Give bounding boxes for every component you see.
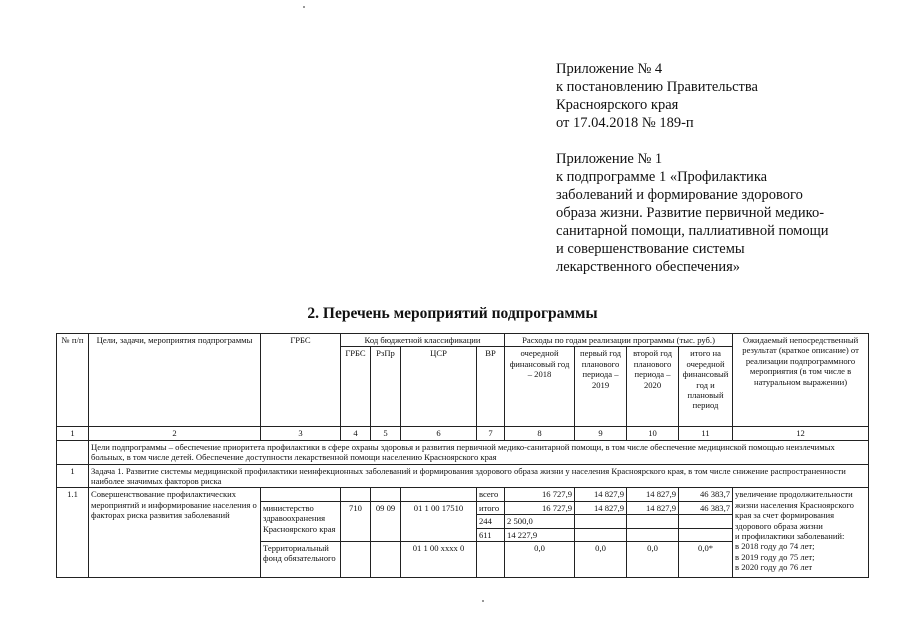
col-number: 2 [89, 427, 261, 440]
item-csr: 01 1 00 17510 [401, 501, 477, 541]
fund-csr: 01 1 00 xxxx 0 [401, 542, 477, 578]
task-num: 1 [57, 464, 89, 488]
item-2020 [627, 528, 679, 541]
scan-speck [482, 600, 484, 602]
item-2018: 16 727,9 [505, 488, 575, 501]
col-number: 11 [679, 427, 733, 440]
result-line: в 2020 году до 76 лет [735, 562, 813, 573]
column-numbers-row [57, 427, 869, 440]
item-vr: всего [477, 488, 505, 501]
result-line: в 2018 году до 74 лет; [735, 541, 815, 552]
goal-num-cell [57, 440, 89, 464]
col-number: 1 [57, 427, 89, 440]
header-sub-2020: второй год планового периода – 2020 [627, 347, 679, 427]
item-2020: 14 827,9 [627, 488, 679, 501]
fund-rzpr-empty [371, 542, 401, 578]
item-2018: 14 227,9 [505, 528, 575, 541]
header-sub-total: итого на очередной финансовый год и плановый период [679, 347, 733, 427]
appendix-1-line: лекарственного обеспечения» [556, 259, 741, 275]
section-heading: 2. Перечень мероприятий подпрограммы [307, 305, 598, 322]
fund-2018: 0,0 [505, 542, 575, 578]
item-row [57, 488, 869, 501]
task-row [57, 464, 869, 488]
header-sub-2018: очередной финансовый год – 2018 [505, 347, 575, 427]
item-csr-empty [401, 488, 477, 501]
fund-grbs-empty [341, 542, 371, 578]
appendix-1-title: Приложение № 1 [556, 151, 663, 167]
item-total: 46 383,7 [679, 488, 733, 501]
result-line: в 2019 году до 75 лет; [735, 551, 815, 562]
item-grbs-name: министерство здравоохранения Красноярского края [261, 501, 341, 541]
item-total [679, 515, 733, 528]
item-2020: 14 827,9 [627, 501, 679, 514]
item-total: 46 383,7 [679, 501, 733, 514]
col-number: 5 [371, 427, 401, 440]
header-result: Ожидаемый непосредственный результат (краткое описание) от реализации подпрограммного мероприятия (в том числе в натуральном выражении) [733, 334, 869, 427]
item-2019: 14 827,9 [575, 488, 627, 501]
col-number: 10 [627, 427, 679, 440]
fund-total: 0,0* [679, 542, 733, 578]
appendix-4-title: Приложение № 4 [556, 61, 663, 77]
result-line: увеличение продолжительности [735, 489, 853, 500]
item-name: Совершенствование профилактических мероприятий и информирование населения о факторах риска развития заболеваний [89, 488, 261, 578]
appendix-4-line: Красноярского края [556, 97, 679, 113]
appendix-1-line: к подпрограмме 1 «Профилактика [556, 169, 768, 185]
col-number: 7 [477, 427, 505, 440]
item-grbs-code: 710 [341, 501, 371, 541]
item-2018: 2 500,0 [505, 515, 575, 528]
header-sub-grbs: ГРБС [341, 347, 371, 427]
header-sub-rzpr: РзПр [371, 347, 401, 427]
item-rzpr: 09 09 [371, 501, 401, 541]
result-line: и профилактики заболеваний: [735, 531, 845, 542]
item-vr: итого [477, 501, 505, 514]
item-vr: 611 [477, 528, 505, 541]
item-num: 1.1 [57, 488, 89, 578]
item-total [679, 528, 733, 541]
item-result [733, 488, 869, 578]
item-2019 [575, 528, 627, 541]
item-2018: 16 727,9 [505, 501, 575, 514]
appendix-4-date: от 17.04.2018 № 189-п [556, 115, 694, 131]
appendix-4-block [556, 60, 886, 276]
item-grbs-name-top [261, 488, 341, 501]
item-vr: 244 [477, 515, 505, 528]
result-line: здорового образа жизни [735, 520, 823, 531]
goal-text: Цели подпрограммы – обеспечение приоритета профилактики в сфере охраны здоровья и развития первичной медико-санитарной помощи, в том числе обеспечение медицинской помощью неизлечимых больных, в том числе детей. Обеспечение доступности лекарственной помощи населению Красноярского края [89, 440, 869, 464]
col-number: 4 [341, 427, 371, 440]
header-goals: Цели, задачи, мероприятия подпрограммы [89, 334, 261, 427]
appendix-4-line: к постановлению Правительства [556, 79, 758, 95]
col-number: 9 [575, 427, 627, 440]
item-rzpr-empty [371, 488, 401, 501]
header-num: № п/п [57, 334, 89, 427]
item-2019 [575, 515, 627, 528]
fund-vr-empty [477, 542, 505, 578]
col-number: 3 [261, 427, 341, 440]
appendix-1-line: заболеваний и формирование здорового [556, 187, 803, 203]
goal-row [57, 440, 869, 464]
fund-name: Территориальный фонд обязательного [261, 542, 341, 578]
scan-speck [303, 6, 305, 8]
col-number: 12 [733, 427, 869, 440]
col-number: 8 [505, 427, 575, 440]
fund-2020: 0,0 [627, 542, 679, 578]
item-2020 [627, 515, 679, 528]
result-line: края за счет формирования [735, 510, 835, 521]
appendix-1-line: и совершенствование системы [556, 241, 745, 257]
appendix-1-line: образа жизни. Развитие первичной медико- [556, 205, 825, 221]
task-text: Задача 1. Развитие системы медицинской профилактики неинфекционных заболеваний и формирования здорового образа жизни у населения Красноярского края, в том числе снижение распространенности наиболее значимых факторов риска [89, 464, 869, 488]
header-expenses: Расходы по годам реализации программы (тыс. руб.) [505, 334, 733, 347]
header-grbs: ГРБС [261, 334, 341, 427]
header-sub-vr: ВР [477, 347, 505, 427]
header-budget-code: Код бюджетной классификации [341, 334, 505, 347]
appendix-1-line: санитарной помощи, паллиативной помощи [556, 223, 829, 239]
header-sub-2019: первый год планового периода – 2019 [575, 347, 627, 427]
result-line: жизни населения Красноярского [735, 499, 854, 510]
header-row [57, 334, 869, 347]
col-number: 6 [401, 427, 477, 440]
item-2019: 14 827,9 [575, 501, 627, 514]
measures-table [56, 333, 869, 578]
header-sub-csr: ЦСР [401, 347, 477, 427]
item-grbs-empty [341, 488, 371, 501]
fund-2019: 0,0 [575, 542, 627, 578]
